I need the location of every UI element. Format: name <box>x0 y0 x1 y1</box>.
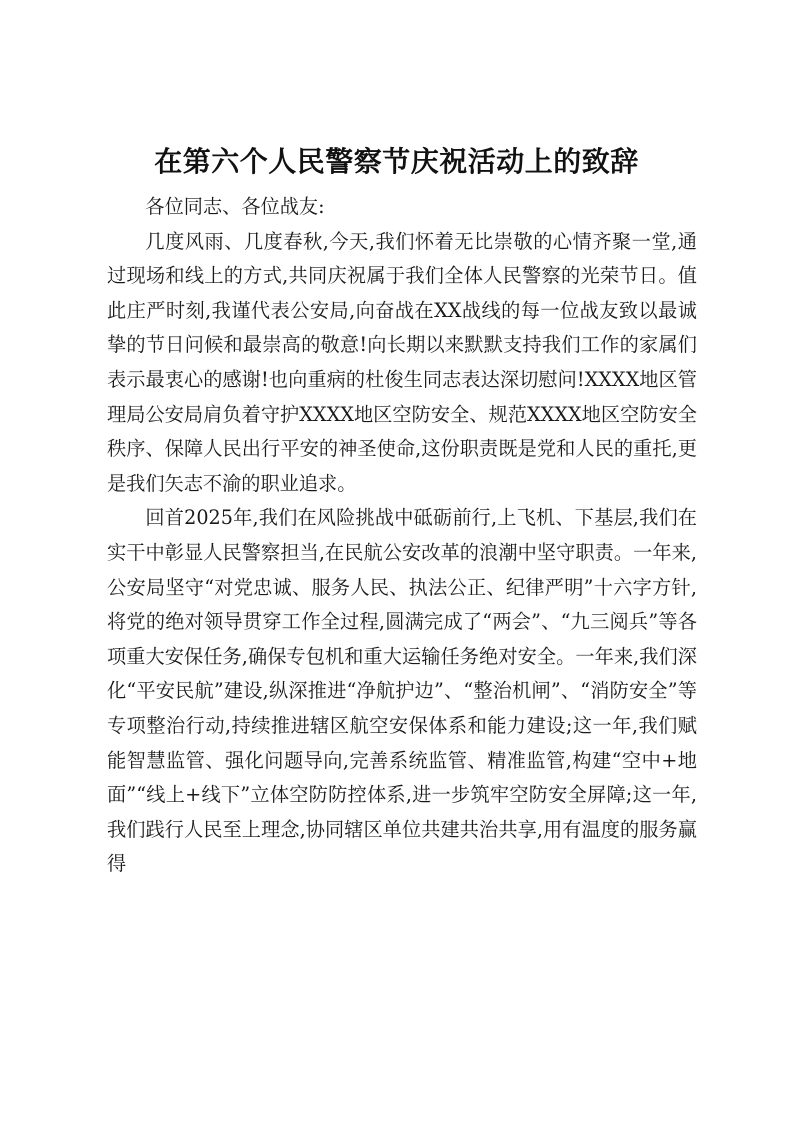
paragraph-1: 几度风雨、几度春秋,今天,我们怀着无比崇敬的心情齐聚一堂,通过现场和线上的方式,共同庆祝属于我们全体人民警察的光荣节日。值此庄严时刻,我谨代表公安局,向奋战在XX战线的每一位战友致以最诚挚的节日问候和最崇高的敬意!向长期以来默默支持我们工作的家属们表示最衷心的感谢!也向重病的杜俊生同志表达深切慰问!XXXX地区管理局公安局肩负着守护XXXX地区空防安全、规范XXXX地区空防安全秩序、保障人民出行平安的神圣使命,这份职责既是党和人民的重托,更是我们矢志不渝的职业追求。 <box>107 229 697 495</box>
salutation: 各位同志、各位战友: <box>145 195 325 218</box>
document-body <box>107 190 697 882</box>
paragraph-2: 回首2025年,我们在风险挑战中砥砺前行,上飞机、下基层,我们在实干中彰显人民警察担当,在民航公安改革的浪潮中坚守职责。一年来,公安局坚守“对党忠诚、服务人民、执法公正、纪律严明”十六字方针,将党的绝对领导贯穿工作全过程,圆满完成了“两会”、“九三阅兵”等各项重大安保任务,确保专包机和重大运输任务绝对安全。一年来,我们深化“平安民航”建设,纵深推进“净航护边”、“整治机闸”、“消防安全”等专项整治行动,持续推进辖区航空安保体系和能力建设;这一年,我们赋能智慧监管、强化问题导向,完善系统监管、精准监管,构建“空中+地面”“线上+线下”立体空防防控体系,进一步筑牢空防安全屏障;这一年,我们践行人民至上理念,协同辖区单位共建共治共享,用有温度的服务赢得 <box>107 506 697 876</box>
document-title: 在第六个人民警察节庆祝活动上的致辞 <box>154 145 639 178</box>
